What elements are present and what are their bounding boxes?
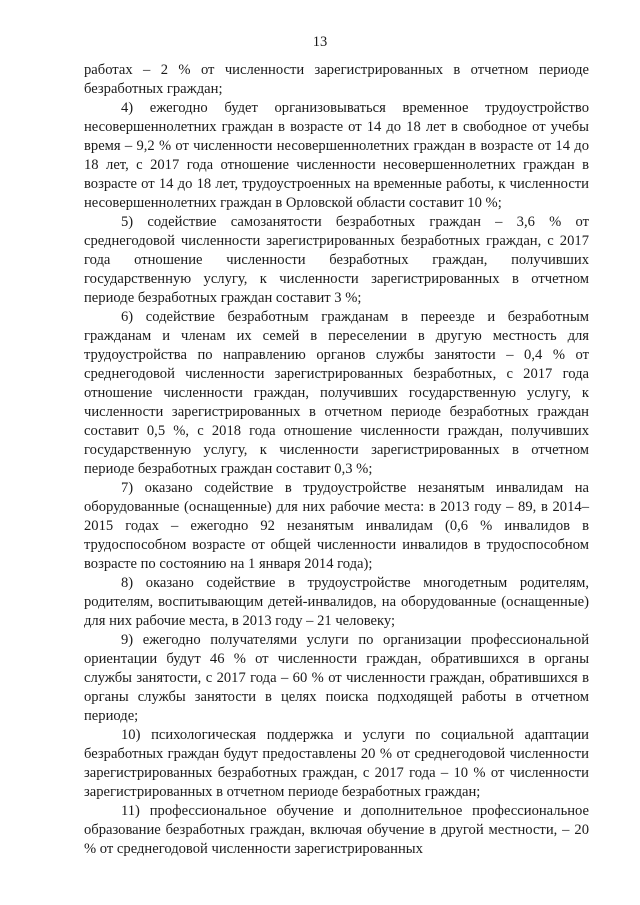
document-body: [84, 61, 589, 859]
page-number: 13: [312, 34, 328, 50]
paragraph-item-11: 11) профессиональное обучение и дополнительное профессиональное образование безработных граждан, включая обучение в другой местности, – 20 % от среднегодовой численности зарегистрированных: [84, 803, 589, 857]
paragraph-item-8: 8) оказано содействие в трудоустройстве многодетным родителям, родителям, воспитывающим детей-инвалидов, на оборудованные (оснащенные) для них рабочие места, в 2013 году – 21 человеку;: [84, 575, 589, 629]
paragraph-continuation: работах – 2 % от численности зарегистрированных в отчетном периоде безработных граждан;: [84, 62, 589, 97]
paragraph-item-6: 6) содействие безработным гражданам в переезде и безработным гражданам и членам их семей в переселении в другую местность для трудоустройства по направлению органов службы занятости – 0,4 % от среднегодовой численности зарегистрированных безработных, с 2017 года отношение численности граждан, получивших государственную услугу, к численности зарегистрированных в отчетном периоде безработных граждан составит 0,5 %, с 2018 года отношение численности граждан, получивших государственную услугу, к численности зарегистрированных в отчетном периоде безработных граждан составит 0,3 %;: [84, 309, 589, 477]
paragraph-item-5: 5) содействие самозанятости безработных граждан – 3,6 % от среднегодовой численности зарегистрированных безработных граждан, с 2017 года отношение численности безработных граждан, получивших государственную услугу, к численности зарегистрированных в отчетном периоде безработных граждан составит 3 %;: [84, 214, 589, 306]
paragraph-item-4: 4) ежегодно будет организовываться временное трудоустройство несовершеннолетних граждан в возрасте от 14 до 18 лет в свободное от учебы время – 9,2 % от численности несовершеннолетних граждан в возрасте от 14 до 18 лет, с 2017 года отношение численности несовершеннолетних граждан в возрасте от 14 до 18 лет, трудоустроенных на временные работы, к численности несовершеннолетних граждан в Орловской области составит 10 %;: [84, 100, 589, 211]
paragraph-item-9: 9) ежегодно получателями услуги по организации профессиональной ориентации будут 46 % от численности граждан, обратившихся в органы службы занятости, с 2017 года – 60 % от численности граждан, обратившихся в органы службы занятости в целях поиска подходящей работы в отчетном периоде;: [84, 632, 589, 724]
paragraph-item-10: 10) психологическая поддержка и услуги по социальной адаптации безработных граждан будут предоставлены 20 % от среднегодовой численности зарегистрированных безработных граждан, с 2017 года – 10 % от численности зарегистрированных в отчетном периоде безработных граждан;: [84, 727, 589, 800]
paragraph-item-7: 7) оказано содействие в трудоустройстве незанятым инвалидам на оборудованные (оснащенные) для них рабочие места: в 2013 году – 89, в 2014–2015 годах – ежегодно 92 незанятым инвалидам (0,6 % инвалидов в трудоспособном возрасте от общей численности инвалидов в трудоспособном возрасте по состоянию на 1 января 2014 года);: [84, 480, 589, 572]
